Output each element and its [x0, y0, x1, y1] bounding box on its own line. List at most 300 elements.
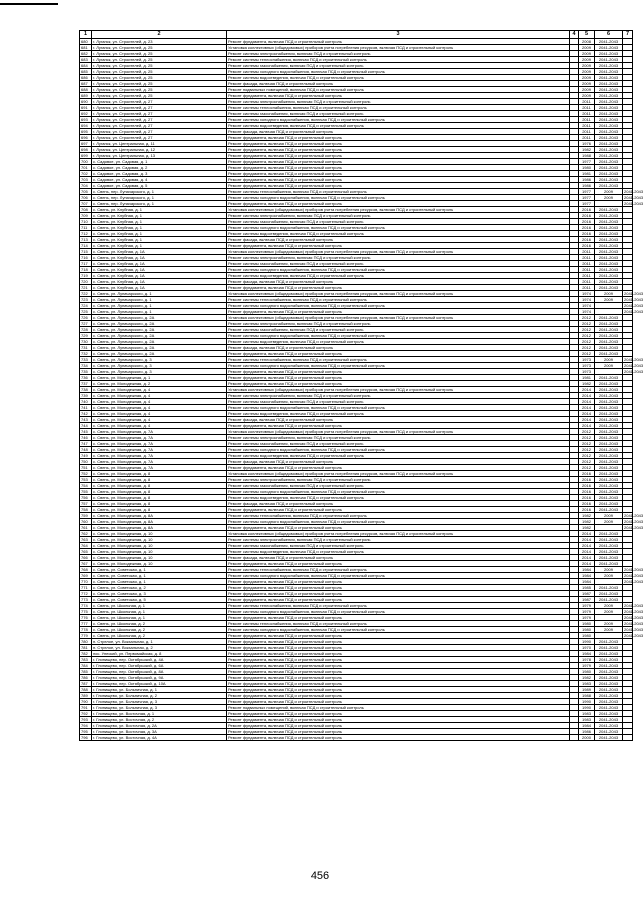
- period-cell: 2041-2043: [595, 135, 623, 141]
- year-cell: 2009: [579, 69, 595, 75]
- table-row: [80, 735, 633, 741]
- row-number: 711: [80, 225, 92, 231]
- period-cell: 2041-2043: [595, 585, 623, 591]
- year-cell: 2016: [579, 501, 595, 507]
- period-cell: 2041-2043: [595, 531, 623, 537]
- year-cell: 2016: [579, 243, 595, 249]
- year-cell: 1987: [579, 591, 595, 597]
- row-number: 738: [80, 387, 92, 393]
- work-type-cell: Ремонт системы теплоснабжения, включая ПСД и строительный контроль: [227, 567, 570, 573]
- period-cell: 2041-2043: [595, 123, 623, 129]
- row-number: 683: [80, 57, 92, 63]
- work-type-cell: Ремонт фундамента, включая ПСД и строительный контроль: [227, 645, 570, 651]
- row-number: 691: [80, 105, 92, 111]
- header-cell: 6: [595, 31, 623, 39]
- address-cell: г. Глинищево, ул. Восточная, д. 2А: [92, 723, 227, 729]
- period-cell: 2041-2043: [595, 249, 623, 255]
- address-cell: пос. Унеский, ул. Первомайская, д. 8: [92, 651, 227, 657]
- work-type-cell: Ремонт фундамента, включая ПСД и строительный контроль: [227, 597, 570, 603]
- row-number: 714: [80, 243, 92, 249]
- address-cell: с. Свень, ул. Молодежная, д. 8: [92, 507, 227, 513]
- row-number: 793: [80, 717, 92, 723]
- address-cell: с. Свень, ул. Молодежная, д. 8А: [92, 513, 227, 519]
- period-cell: 2041-2043: [595, 159, 623, 165]
- period-cell: 2009: [595, 609, 623, 615]
- work-type-cell: Ремонт системы газоснабжения, включая ПСД и строительный контроль: [227, 543, 570, 549]
- work-type-cell: Ремонт фундамента, включая ПСД и строительный контроль: [227, 639, 570, 645]
- year-cell: 2014: [579, 393, 595, 399]
- period-cell: 2041-2043: [595, 87, 623, 93]
- address-cell: с. Свень, ул. Молодежная, д. 7А: [92, 441, 227, 447]
- address-cell: с. Свень, ул. Луначарского, д. 2А: [92, 315, 227, 321]
- address-cell: с. Свень, ул. Луначарского, д. 3: [92, 369, 227, 375]
- address-cell: с. Свень, ул. Молодежная, д. 10: [92, 537, 227, 543]
- address-cell: г. Луганск, ул. Строителей, д. 25: [92, 51, 227, 57]
- address-cell: с. Свень, ул. Клубная, д. 1А: [92, 255, 227, 261]
- address-cell: с. Свень, ул. Молодежная, д. 4: [92, 417, 227, 423]
- year-cell: 1977: [579, 195, 595, 201]
- period-cell: 2009: [595, 621, 623, 627]
- work-type-cell: Ремонт системы холодного водоснабжения, включая ПСД и строительный контроль: [227, 117, 570, 123]
- year-cell: 1979: [579, 615, 595, 621]
- work-type-cell: Ремонт фундамента, включая ПСД и строительный контроль: [227, 141, 570, 147]
- address-cell: с. Свень, ул. Молодежная, д. 4: [92, 411, 227, 417]
- period-cell: 2041-2043: [595, 339, 623, 345]
- period-cell: 2041-2043: [595, 39, 623, 45]
- work-type-cell: Установка коллективных (общедомовых) приборов учета потребления ресурсов, включая ПСД и строительный контроль: [227, 207, 570, 213]
- work-type-cell: Ремонт фасада, включая ПСД и строительный контроль: [227, 501, 570, 507]
- address-cell: г. Глинищево, пер. Октябрьский, д. 9А: [92, 675, 227, 681]
- row-number: 745: [80, 429, 92, 435]
- year-cell: 1984: [579, 723, 595, 729]
- address-cell: г. Глинищево, пер. Октябрьский, д. 10А: [92, 681, 227, 687]
- address-cell: г. Луганск, ул. Центральная, д. 13: [92, 153, 227, 159]
- period-cell: 2041-2043: [595, 105, 623, 111]
- row-number: 776: [80, 615, 92, 621]
- work-type-cell: Ремонт системы теплоснабжения, включая ПСД и строительный контроль: [227, 189, 570, 195]
- row-number: 778: [80, 627, 92, 633]
- row-number: 747: [80, 441, 92, 447]
- extra-cell: 2041-2043: [624, 615, 643, 620]
- work-type-cell: Ремонт фасада, включая ПСД и строительный контроль: [227, 459, 570, 465]
- address-cell: с. Свень, ул. Молодежная, д. 8А: [92, 525, 227, 531]
- period-cell: 2041-2043: [595, 243, 623, 249]
- work-type-cell: Ремонт фундамента, включая ПСД и строительный контроль: [227, 465, 570, 471]
- address-cell: с. Свень, ул. Луначарского, д. 3: [92, 357, 227, 363]
- header-cell: 3: [227, 31, 570, 39]
- row-number: 701: [80, 165, 92, 171]
- work-type-cell: Ремонт системы теплоснабжения, включая ПСД и строительный контроль: [227, 357, 570, 363]
- work-type-cell: Ремонт системы холодного водоснабжения, включая ПСД и строительный контроль: [227, 609, 570, 615]
- period-cell: 2041-2043: [595, 477, 623, 483]
- row-number: 727: [80, 321, 92, 327]
- address-cell: с. Свень, ул. Луначарского, д. 2А: [92, 345, 227, 351]
- period-cell: 2009: [595, 357, 623, 363]
- work-type-cell: Ремонт системы электроснабжения, включая ПСД и строительный контроль: [227, 537, 570, 543]
- period-cell: 2041-2043: [595, 69, 623, 75]
- year-cell: 2014: [579, 555, 595, 561]
- extra-cell: 2041-2043: [624, 579, 643, 584]
- year-cell: 2011: [579, 135, 595, 141]
- row-number: 709: [80, 213, 92, 219]
- period-cell: 2041-2043: [595, 729, 623, 735]
- address-cell: с. Свень, ул. Молодежная, д. 10: [92, 543, 227, 549]
- period-cell: 2041-2043: [595, 57, 623, 63]
- year-cell: 2016: [579, 507, 595, 513]
- period-cell: 2041-2043: [595, 129, 623, 135]
- address-cell: с. Свень, ул. Луначарского, д. 3: [92, 363, 227, 369]
- address-cell: с. Свень, пер. Луначарского, д. 1: [92, 189, 227, 195]
- period-cell: 2009: [595, 363, 623, 369]
- extra-cell: 2041-2043: [624, 603, 643, 608]
- work-type-cell: Ремонт фундамента, включая ПСД и строительный контроль: [227, 657, 570, 663]
- period-cell: 2041-2043: [595, 711, 623, 717]
- work-type-cell: Установка коллективных (общедомовых) приборов учета потребления ресурсов, включая ПСД и строительный контроль: [227, 387, 570, 393]
- row-number: 791: [80, 705, 92, 711]
- row-number: 746: [80, 435, 92, 441]
- row-number: 695: [80, 129, 92, 135]
- address-cell: с. Свень, ул. Молодежная, д. 2: [92, 381, 227, 387]
- year-cell: 2009: [579, 75, 595, 81]
- work-type-cell: Ремонт системы водоотведения, включая ПСД и строительный контроль: [227, 231, 570, 237]
- year-cell: 1988: [579, 153, 595, 159]
- row-number: 741: [80, 405, 92, 411]
- year-cell: 2012: [579, 321, 595, 327]
- row-number: 688: [80, 87, 92, 93]
- row-number: 789: [80, 693, 92, 699]
- year-cell: 2011: [579, 261, 595, 267]
- year-cell: 1983: [579, 681, 595, 687]
- period-cell: 2041-2043: [595, 663, 623, 669]
- period-cell: 2041-2043: [595, 657, 623, 663]
- year-cell: 2012: [579, 459, 595, 465]
- year-cell: 1982: [579, 381, 595, 387]
- period-cell: 2041-2043: [595, 591, 623, 597]
- year-cell: 1990: [579, 699, 595, 705]
- row-number: 761: [80, 525, 92, 531]
- row-number: 734: [80, 363, 92, 369]
- year-cell: 1987: [579, 597, 595, 603]
- period-cell: 2009: [595, 189, 623, 195]
- address-cell: с. Свень, ул. Молодежная, д. 4: [92, 387, 227, 393]
- work-type-cell: Ремонт системы холодного водоснабжения, включая ПСД и строительный контроль: [227, 447, 570, 453]
- address-cell: с. Свень, ул. Клубная, д. 1: [92, 225, 227, 231]
- work-type-cell: Ремонт фундамента, включая ПСД и строительный контроль: [227, 369, 570, 375]
- period-cell: 2041-2043: [595, 219, 623, 225]
- work-type-cell: Ремонт фундамента, включая ПСД и строительный контроль: [227, 687, 570, 693]
- work-type-cell: Ремонт системы теплоснабжения, включая ПСД и строительный контроль: [227, 297, 570, 303]
- row-number: 707: [80, 201, 92, 207]
- row-number: 743: [80, 417, 92, 423]
- year-cell: 1973: [579, 369, 595, 375]
- year-cell: 2011: [579, 129, 595, 135]
- address-cell: с. Свень, ул. Клубная, д. 1: [92, 213, 227, 219]
- row-number: 736: [80, 375, 92, 381]
- work-type-cell: Ремонт фундамента, включая ПСД и строительный контроль: [227, 717, 570, 723]
- row-number: 710: [80, 219, 92, 225]
- work-type-cell: Ремонт системы холодного водоснабжения, включая ПСД и строительный контроль: [227, 225, 570, 231]
- year-cell: 2014: [579, 405, 595, 411]
- address-cell: с. Садовое, ул. Садовая, д. 1: [92, 159, 227, 165]
- row-number: 788: [80, 687, 92, 693]
- row-number: 765: [80, 549, 92, 555]
- year-cell: 1973: [579, 363, 595, 369]
- period-cell: 2041-2043: [595, 81, 623, 87]
- period-cell: 2009: [595, 603, 623, 609]
- address-cell: с. Свень, ул. Молодежная, д. 1: [92, 375, 227, 381]
- extra-cell: 2041-2043: [624, 303, 643, 308]
- address-cell: с. Свень, ул. Луначарского, д. 1: [92, 297, 227, 303]
- work-type-cell: Ремонт фундамента, включая ПСД и строительный контроль: [227, 651, 570, 657]
- period-cell: 2041-2043: [595, 399, 623, 405]
- work-type-cell: Ремонт фасада, включая ПСД и строительный контроль: [227, 279, 570, 285]
- address-cell: г. Луганск, ул. Строителей, д. 25: [92, 81, 227, 87]
- year-cell: 1980: [579, 165, 595, 171]
- year-cell: 2012: [579, 351, 595, 357]
- address-cell: с. Свень, ул. Луначарского, д. 2А: [92, 333, 227, 339]
- work-type-cell: Ремонт подвальных помещений, включая ПСД и строительный контроль: [227, 87, 570, 93]
- period-cell: 2041-2043: [595, 717, 623, 723]
- period-cell: 2041-2043: [595, 333, 623, 339]
- address-cell: с. Свень, ул. Молодежная, д. 8: [92, 477, 227, 483]
- row-number: 684: [80, 63, 92, 69]
- period-cell: 2041-2043: [595, 171, 623, 177]
- year-cell: 2009: [579, 57, 595, 63]
- period-cell: 2041-2043: [595, 423, 623, 429]
- year-cell: 1984: [579, 573, 595, 579]
- top-rule: [0, 3, 58, 5]
- address-cell: с. Свень, ул. Молодежная, д. 8: [92, 483, 227, 489]
- period-cell: 2041-2043: [595, 705, 623, 711]
- row-number: 722: [80, 291, 92, 297]
- year-cell: 2016: [579, 495, 595, 501]
- address-cell: г. Луганск, ул. Строителей, д. 25: [92, 45, 227, 51]
- address-cell: с. Свень, ул. Клубная, д. 1А: [92, 279, 227, 285]
- period-cell: 2041-2043: [595, 231, 623, 237]
- work-type-cell: Ремонт системы холодного водоснабжения, включая ПСД и строительный контроль: [227, 519, 570, 525]
- address-cell: с. Свень, ул. Клубная, д. 1: [92, 237, 227, 243]
- year-cell: 2012: [579, 453, 595, 459]
- row-number: 792: [80, 711, 92, 717]
- row-number: 681: [80, 45, 92, 51]
- table-header-row: [80, 31, 633, 39]
- row-number: 770: [80, 579, 92, 585]
- extra-cell: [623, 735, 633, 741]
- row-number: 720: [80, 279, 92, 285]
- work-type-cell: Ремонт системы электроснабжения, включая ПСД и строительный контроль: [227, 321, 570, 327]
- work-type-cell: Установка коллективных (общедомовых) приборов учета потребления ресурсов, включая ПСД и строительный контроль: [227, 291, 570, 297]
- extra-cell: 2041-2043: [624, 363, 643, 368]
- work-type-cell: Ремонт фасада, включая ПСД и строительный контроль: [227, 417, 570, 423]
- year-cell: 2014: [579, 531, 595, 537]
- extra-cell: 2041-2043: [624, 567, 643, 572]
- year-cell: 1982: [579, 519, 595, 525]
- address-cell: с. Свень, ул. Советская, д. 5: [92, 597, 227, 603]
- address-cell: с. Свень, ул. Школьная, д. 1: [92, 609, 227, 615]
- address-cell: с. Свень, ул. Советская, д. 3: [92, 591, 227, 597]
- period-cell: 2009: [595, 573, 623, 579]
- work-type-cell: Ремонт подвальных помещений, включая ПСД и строительный контроль: [227, 705, 570, 711]
- period-cell: 2041-2043: [595, 555, 623, 561]
- period-cell: 2041-2043: [595, 315, 623, 321]
- address-cell: с. Свень, ул. Молодежная, д. 7А: [92, 453, 227, 459]
- address-cell: с. Свень, пер. Луначарского, д. 1: [92, 201, 227, 207]
- address-cell: с. Свень, ул. Молодежная, д. 8: [92, 501, 227, 507]
- address-cell: г. Луганск, ул. Строителей, д. 25: [92, 93, 227, 99]
- row-number: 774: [80, 603, 92, 609]
- work-type-cell: Ремонт фундамента, включая ПСД и строительный контроль: [227, 699, 570, 705]
- year-cell: 2014: [579, 411, 595, 417]
- row-number: 726: [80, 315, 92, 321]
- address-cell: г. Луганск, ул. Строителей, д. 23: [92, 39, 227, 45]
- row-number: 780: [80, 639, 92, 645]
- row-number: 702: [80, 171, 92, 177]
- period-cell: 2041-2043: [595, 597, 623, 603]
- period-cell: 2009: [595, 627, 623, 633]
- page-number: 456: [310, 870, 330, 882]
- period-cell: 2041-2043: [595, 465, 623, 471]
- row-number: 768: [80, 567, 92, 573]
- table-body: [80, 39, 643, 741]
- row-number: 758: [80, 507, 92, 513]
- work-type-cell: Ремонт фасада, включая ПСД и строительный контроль: [227, 237, 570, 243]
- work-type-cell: Ремонт фундамента, включая ПСД и строительный контроль: [227, 171, 570, 177]
- year-cell: 1977: [579, 159, 595, 165]
- work-type-cell: Ремонт фундамента, включая ПСД и строительный контроль: [227, 585, 570, 591]
- row-number: 773: [80, 597, 92, 603]
- address-cell: с. Свень, ул. Луначарского, д. 1: [92, 291, 227, 297]
- work-type-cell: Ремонт системы холодного водоснабжения, включая ПСД и строительный контроль: [227, 69, 570, 75]
- year-cell: 2011: [579, 105, 595, 111]
- row-number: 757: [80, 501, 92, 507]
- address-cell: с. Свень, ул. Школьная, д. 1: [92, 615, 227, 621]
- year-cell: 2014: [579, 399, 595, 405]
- period-cell: 2041-2043: [595, 693, 623, 699]
- row-number: 794: [80, 723, 92, 729]
- period-cell: 2041-2043: [595, 285, 623, 291]
- row-number: 717: [80, 261, 92, 267]
- period-cell: 2041-2043: [595, 381, 623, 387]
- year-cell: 2011: [579, 123, 595, 129]
- address-cell: с. Свень, ул. Луначарского, д. 1: [92, 309, 227, 315]
- period-cell: 2041-2043: [595, 111, 623, 117]
- address-cell: с. Свень, ул. Молодежная, д. 10: [92, 561, 227, 567]
- work-type-cell: Ремонт системы водоотведения, включая ПСД и строительный контроль: [227, 339, 570, 345]
- year-cell: 1978: [579, 657, 595, 663]
- year-cell: 1981: [579, 375, 595, 381]
- row-number: 725: [80, 309, 92, 315]
- address-cell: с. Свень, ул. Молодежная, д. 7А: [92, 465, 227, 471]
- year-cell: 1977: [579, 201, 595, 207]
- work-type-cell: Ремонт системы газоснабжения, включая ПСД и строительный контроль: [227, 483, 570, 489]
- row-number: 739: [80, 393, 92, 399]
- address-cell: с. Свень, ул. Луначарского, д. 2А: [92, 339, 227, 345]
- period-cell: 2041-2043: [595, 177, 623, 183]
- year-cell: 2011: [579, 273, 595, 279]
- period-cell: 2041-2043: [595, 255, 623, 261]
- work-type-cell: Ремонт системы газоснабжения, включая ПСД и строительный контроль: [227, 219, 570, 225]
- period-cell: 2041-2043: [595, 651, 623, 657]
- period-cell: 2041-2043: [595, 489, 623, 495]
- period-cell: 2041-2043: [595, 99, 623, 105]
- work-type-cell: Ремонт системы газоснабжения, включая ПСД и строительный контроль: [227, 327, 570, 333]
- row-number: 750: [80, 459, 92, 465]
- work-type-cell: Ремонт системы холодного водоснабжения, включая ПСД и строительный контроль: [227, 573, 570, 579]
- row-number: 748: [80, 447, 92, 453]
- period-cell: 2041-2043: [595, 75, 623, 81]
- address-cell: г. Глинищево, ул. Восточная, д. 4А: [92, 735, 227, 741]
- address-cell: с. Свень, ул. Луначарского, д. 1: [92, 303, 227, 309]
- year-cell: 2012: [579, 333, 595, 339]
- work-type-cell: Ремонт фундамента, включая ПСД и строительный контроль: [227, 507, 570, 513]
- row-number: 733: [80, 357, 92, 363]
- period-cell: 2041-2043: [595, 375, 623, 381]
- extra-cell: 2041-2043: [624, 309, 643, 314]
- period-cell: 2041-2043: [595, 483, 623, 489]
- work-type-cell: Ремонт фундамента, включая ПСД и строительный контроль: [227, 135, 570, 141]
- period-cell: 2041-2043: [595, 63, 623, 69]
- year-cell: 2000: [579, 735, 595, 741]
- row-number: 735: [80, 369, 92, 375]
- work-type-cell: Установка коллективных (общедомовых) приборов учета потребления ресурсов, включая ПСД и строительный контроль: [227, 315, 570, 321]
- year-cell: 1990: [579, 639, 595, 645]
- address-cell: с. Садовое, ул. Садовая, д. 2: [92, 165, 227, 171]
- address-cell: г. Луганск, ул. Центральная, д. 12: [92, 147, 227, 153]
- work-type-cell: Ремонт фундамента, включая ПСД и строительный контроль: [227, 579, 570, 585]
- address-cell: с. Свень, ул. Молодежная, д. 8: [92, 495, 227, 501]
- period-cell: 2041-2043: [595, 267, 623, 273]
- work-type-cell: Ремонт фундамента, включая ПСД и строительный контроль: [227, 309, 570, 315]
- address-cell: с. Свень, ул. Клубная, д. 1А: [92, 249, 227, 255]
- address-cell: с. Свень, ул. Молодежная, д. 4: [92, 399, 227, 405]
- address-cell: с. Свень, ул. Советская, д. 2: [92, 585, 227, 591]
- period-cell: 2041-2043: [595, 351, 623, 357]
- address-cell: г. Луганск, ул. Строителей, д. 25: [92, 87, 227, 93]
- year-cell: 2012: [579, 345, 595, 351]
- address-cell: г. Луганск, ул. Строителей, д. 27: [92, 135, 227, 141]
- extra-cell: 2041-2043: [624, 195, 643, 200]
- year-cell: 2011: [579, 267, 595, 273]
- period-cell: 2041-2043: [595, 411, 623, 417]
- year-cell: 1982: [579, 525, 595, 531]
- row-number: 715: [80, 249, 92, 255]
- year-cell: 2016: [579, 237, 595, 243]
- address-cell: с. Свень, ул. Советская, д. 1: [92, 579, 227, 585]
- row-number: 719: [80, 273, 92, 279]
- extra-cell: 2041-2043: [624, 513, 643, 518]
- row-number: 787: [80, 681, 92, 687]
- address-cell: г. Луганск, ул. Строителей, д. 25: [92, 63, 227, 69]
- period-cell: 2041-2043: [595, 501, 623, 507]
- year-cell: 2011: [579, 285, 595, 291]
- extra-cell: 2041-2043: [624, 357, 643, 362]
- work-type-cell: Ремонт фундамента, включая ПСД и строительный контроль: [227, 615, 570, 621]
- address-cell: с. Садовое, ул. Садовая, д. 5: [92, 183, 227, 189]
- year-cell: 2016: [579, 219, 595, 225]
- work-type-cell: Ремонт фундамента, включая ПСД и строительный контроль: [227, 375, 570, 381]
- row-number: 737: [80, 381, 92, 387]
- capital-repair-table: [79, 30, 643, 741]
- year-cell: 2014: [579, 543, 595, 549]
- year-cell: 2011: [579, 279, 595, 285]
- work-type-cell: Ремонт фундамента, включая ПСД и строительный контроль: [227, 147, 570, 153]
- work-type-cell: Ремонт фундамента, включая ПСД и строительный контроль: [227, 681, 570, 687]
- year-cell: 2014: [579, 387, 595, 393]
- period-cell: 2041-2043: [595, 279, 623, 285]
- period-cell: 2041-2043: [595, 225, 623, 231]
- year-cell: 2011: [579, 111, 595, 117]
- row-number: 767: [80, 561, 92, 567]
